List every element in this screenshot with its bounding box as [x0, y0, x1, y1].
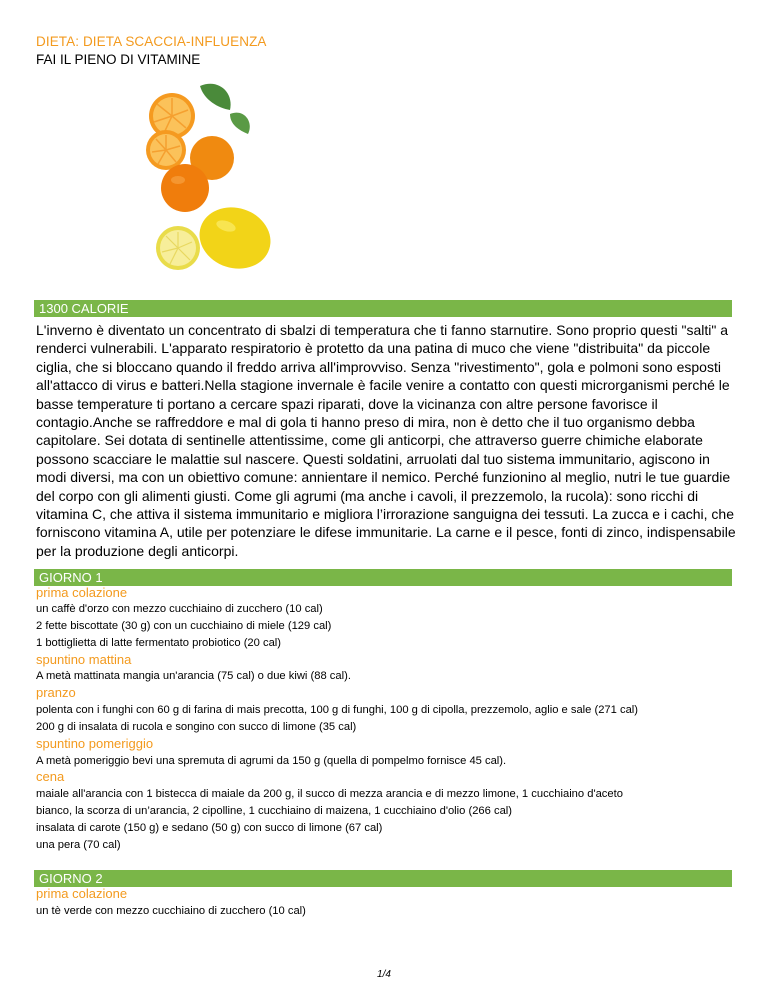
orange-icon: [161, 164, 209, 212]
lemon-icon: [191, 198, 278, 277]
meal-item: 200 g di insalata di rucola e songino con succo di limone (35 cal): [36, 721, 357, 733]
day-1-meal-heading: pranzo: [36, 685, 76, 700]
meal-item: A metà pomeriggio bevi una spremuta di agrumi da 150 g (quella di pompelmo fornisce 45 cal).: [36, 755, 507, 767]
day-2-bar: GIORNO 2: [34, 870, 732, 887]
leaf-icon: [230, 113, 250, 134]
page-subtitle: FAI IL PIENO DI VITAMINE: [36, 52, 201, 67]
leaf-icon: [200, 84, 231, 110]
meal-item: bianco, la scorza di un’arancia, 2 cipolline, 1 cucchiaino di maizena, 1 cucchiaino d'olio (266 cal): [36, 805, 513, 817]
day-1-meal-heading: spuntino pomeriggio: [36, 736, 154, 751]
day-1-meal-heading: spuntino mattina: [36, 652, 132, 667]
meal-item: polenta con i funghi con 60 g di farina di mais precotta, 100 g di funghi, 100 g di cipolla, prezzemolo, aglio e sale (271 cal): [36, 704, 639, 716]
day-2-meal-heading: prima colazione: [36, 886, 128, 901]
intro-paragraph: L'inverno è diventato un concentrato di sbalzi di temperatura che ti fanno starnutire. Sono proprio questi "salti" a renderci vulnerabili. L'apparato respiratorio è protetto da una patina di muco che viene "distribuita" da piccole ciglia, che si bloccano quando il freddo arriva all'improvviso. Senza "rivestimento", gola e polmoni sono esposti all'attacco di virus e batteri.Nella stagione invernale è facile venire a contatto con questi microrganismi perché le basse temperature ti portano a cercare spazi riparati, dove la vicinanza con altre persone favorisce il contagio.Anche se raffreddore e mal di gola ti hanno preso di mira, non è detto che il tuo organismo debba capitolare. Sei dotata di sentinelle attentissime, come gli anticorpi, che attraverso guerre chimiche elaborate possono scacciare le malattie sul nascere. Questi soldatini, arruolati dal tuo sistema immunitario, agiscono in modi diversi, ma con un obiettivo comune: annientare il nemico. Perché funzionino al meglio, nutri le tue guardie del corpo con gli alimenti giusti. Come gli agrumi (ma anche i cavoli, il prezzemolo, la rucola): sono ricchi di vitamina C, che attiva il sistema immunitario e migliora l’irrorazione sanguigna dei tessuti. La zucca e i cachi, che forniscono vitamina A, utile per potenziare le difese immunitarie. La carne e il pesce, fonti di zinco, indispensabile per la produzione degli anticorpi.: [36, 322, 736, 559]
meal-item: un caffè d'orzo con mezzo cucchiaino di zucchero (10 cal): [36, 603, 323, 615]
meal-item: un tè verde con mezzo cucchiaino di zucchero (10 cal): [36, 905, 306, 917]
day-1-meal-heading: cena: [36, 769, 65, 784]
calories-bar: 1300 CALORIE: [34, 300, 732, 317]
day-1-meal-heading: prima colazione: [36, 585, 128, 600]
meal-item: 1 bottiglietta di latte fermentato probiotico (20 cal): [36, 637, 282, 649]
meal-item: maiale all'arancia con 1 bistecca di maiale da 200 g, il succo di mezza arancia e di mezzo limone, 1 cucchiaino d'aceto: [36, 788, 623, 800]
citrus-fruit-illustration: [130, 78, 280, 288]
page-number: 1/4: [377, 969, 391, 980]
meal-item: una pera (70 cal): [36, 839, 121, 851]
meal-item: insalata di carote (150 g) e sedano (50 g) con succo di limone (67 cal): [36, 822, 383, 834]
day-1-bar: GIORNO 1: [34, 569, 732, 586]
meal-item: A metà mattinata mangia un'arancia (75 cal) o due kiwi (88 cal).: [36, 670, 351, 682]
meal-item: 2 fette biscottate (30 g) con un cucchiaino di miele (129 cal): [36, 620, 332, 632]
page-title: DIETA: DIETA SCACCIA-INFLUENZA: [36, 34, 267, 49]
